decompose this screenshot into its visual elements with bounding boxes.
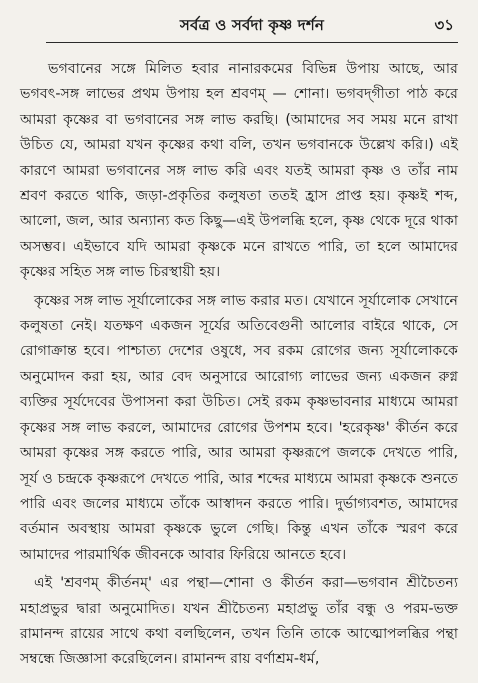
body-text: [20, 57, 458, 673]
paragraph-1: ভগবানের সঙ্গে মিলিত হবার নানারকমের বিভিন্ন উপায় আছে, আর ভগবৎ-সঙ্গ লাভের প্রথম উপায় হল শ্রবণম্ — শোনা। ভগবদ্‌গীতা পাঠ করে আমরা কৃষ্ণের বা ভগবানের সঙ্গ লাভ করছি। (আমাদের সব সময় মনে রাখা উচিত যে, আমরা যখন কৃষ্ণের কথা বলি, তখন ভগবানকে উল্লেখ করি।) এই কারণে আমরা ভগবানের সঙ্গ লাভ করি এবং যতই আমরা কৃষ্ণ ও তাঁর নাম শ্রবণ করতে থাকি, জড়া-প্রকৃতির কলুষতা ততই হ্রাস প্রাপ্ত হয়। কৃষ্ণই শব্দ, আলো, জল, আর অন্যান্য কত কিছু—এই উপলব্ধি হলে, কৃষ্ণ থেকে দূরে থাকা অসম্ভব। এইভাবে যদি আমরা কৃষ্ণকে মনে রাখতে পারি, তা হলে আমাদের কৃষ্ণের সহিত সঙ্গ লাভ চিরস্থায়ী হয়।: [20, 61, 458, 281]
page-number: ৩১: [434, 16, 454, 34]
chapter-title: সর্বত্র ও সর্বদা কৃষ্ণ দর্শন: [179, 16, 325, 34]
paragraph-3: এই 'শ্রবণম্ কীর্তনম্' এর পন্থা—শোনা ও কীর্তন করা—ভগবান শ্রীচৈতন্য মহাপ্রভুর দ্বারা অনুমোদিত। যখন শ্রীচৈতন্য মহাপ্রভু তাঁর বন্ধু ও পরম-ভক্ত রামানন্দ রায়ের সাথে কথা বলছিলেন, তখন তিনি তাকে আত্মোপলব্ধির পন্থা সম্বন্ধে জিজ্ঞাসা করেছিলেন। রামানন্দ রায় বর্ণাশ্রম-ধর্ম,: [20, 575, 458, 668]
paragraph-2: কৃষ্ণের সঙ্গ লাভ সূর্যালোকের সঙ্গ লাভ করার মত। যেখানে সূর্যালোক সেখানে কলুষতা নেই। যতক্ষণ একজন সূর্যের অতিবেগুনী আলোর বাইরে থাকে, সে রোগাক্রান্ত হবে। পাশ্চাত্য দেশের ওষুধে, সব রকম রোগের জন্য সূর্যালোককে অনুমোদন করা হয়, আর বেদ অনুসারে আরোগ্য লাভের জন্য একজন রুগ্ন ব্যক্তির সূর্যদেবের উপাসনা করা উচিত। সেই রকম কৃষ্ণভাবনার মাধ্যমে আমরা কৃষ্ণের সঙ্গ লাভ করলে, আমাদের রোগের উপশম হবে। 'হরেকৃষ্ণ' কীর্তন করে আমরা কৃষ্ণের সঙ্গ করতে পারি, আর আমরা কৃষ্ণরূপে জলকে দেখতে পারি, সূর্য ও চন্দ্রকে কৃষ্ণরূপে দেখতে পারি, আর শব্দের মাধ্যমে আমরা কৃষ্ণকে শুনতে পারি এবং জলের মাধ্যমে তাঁকে আস্বাদন করতে পারি। দুর্ভাগ্যবশত, আমাদের বর্তমান অবস্থায় আমরা কৃষ্ণকে ভুলে গেছি। কিন্তু এখন তাঁকে স্মরণ করে আমাদের পারমার্থিক জীবনকে আবার ফিরিয়ে আনতে হবে।: [20, 292, 458, 563]
running-header: [46, 12, 458, 43]
